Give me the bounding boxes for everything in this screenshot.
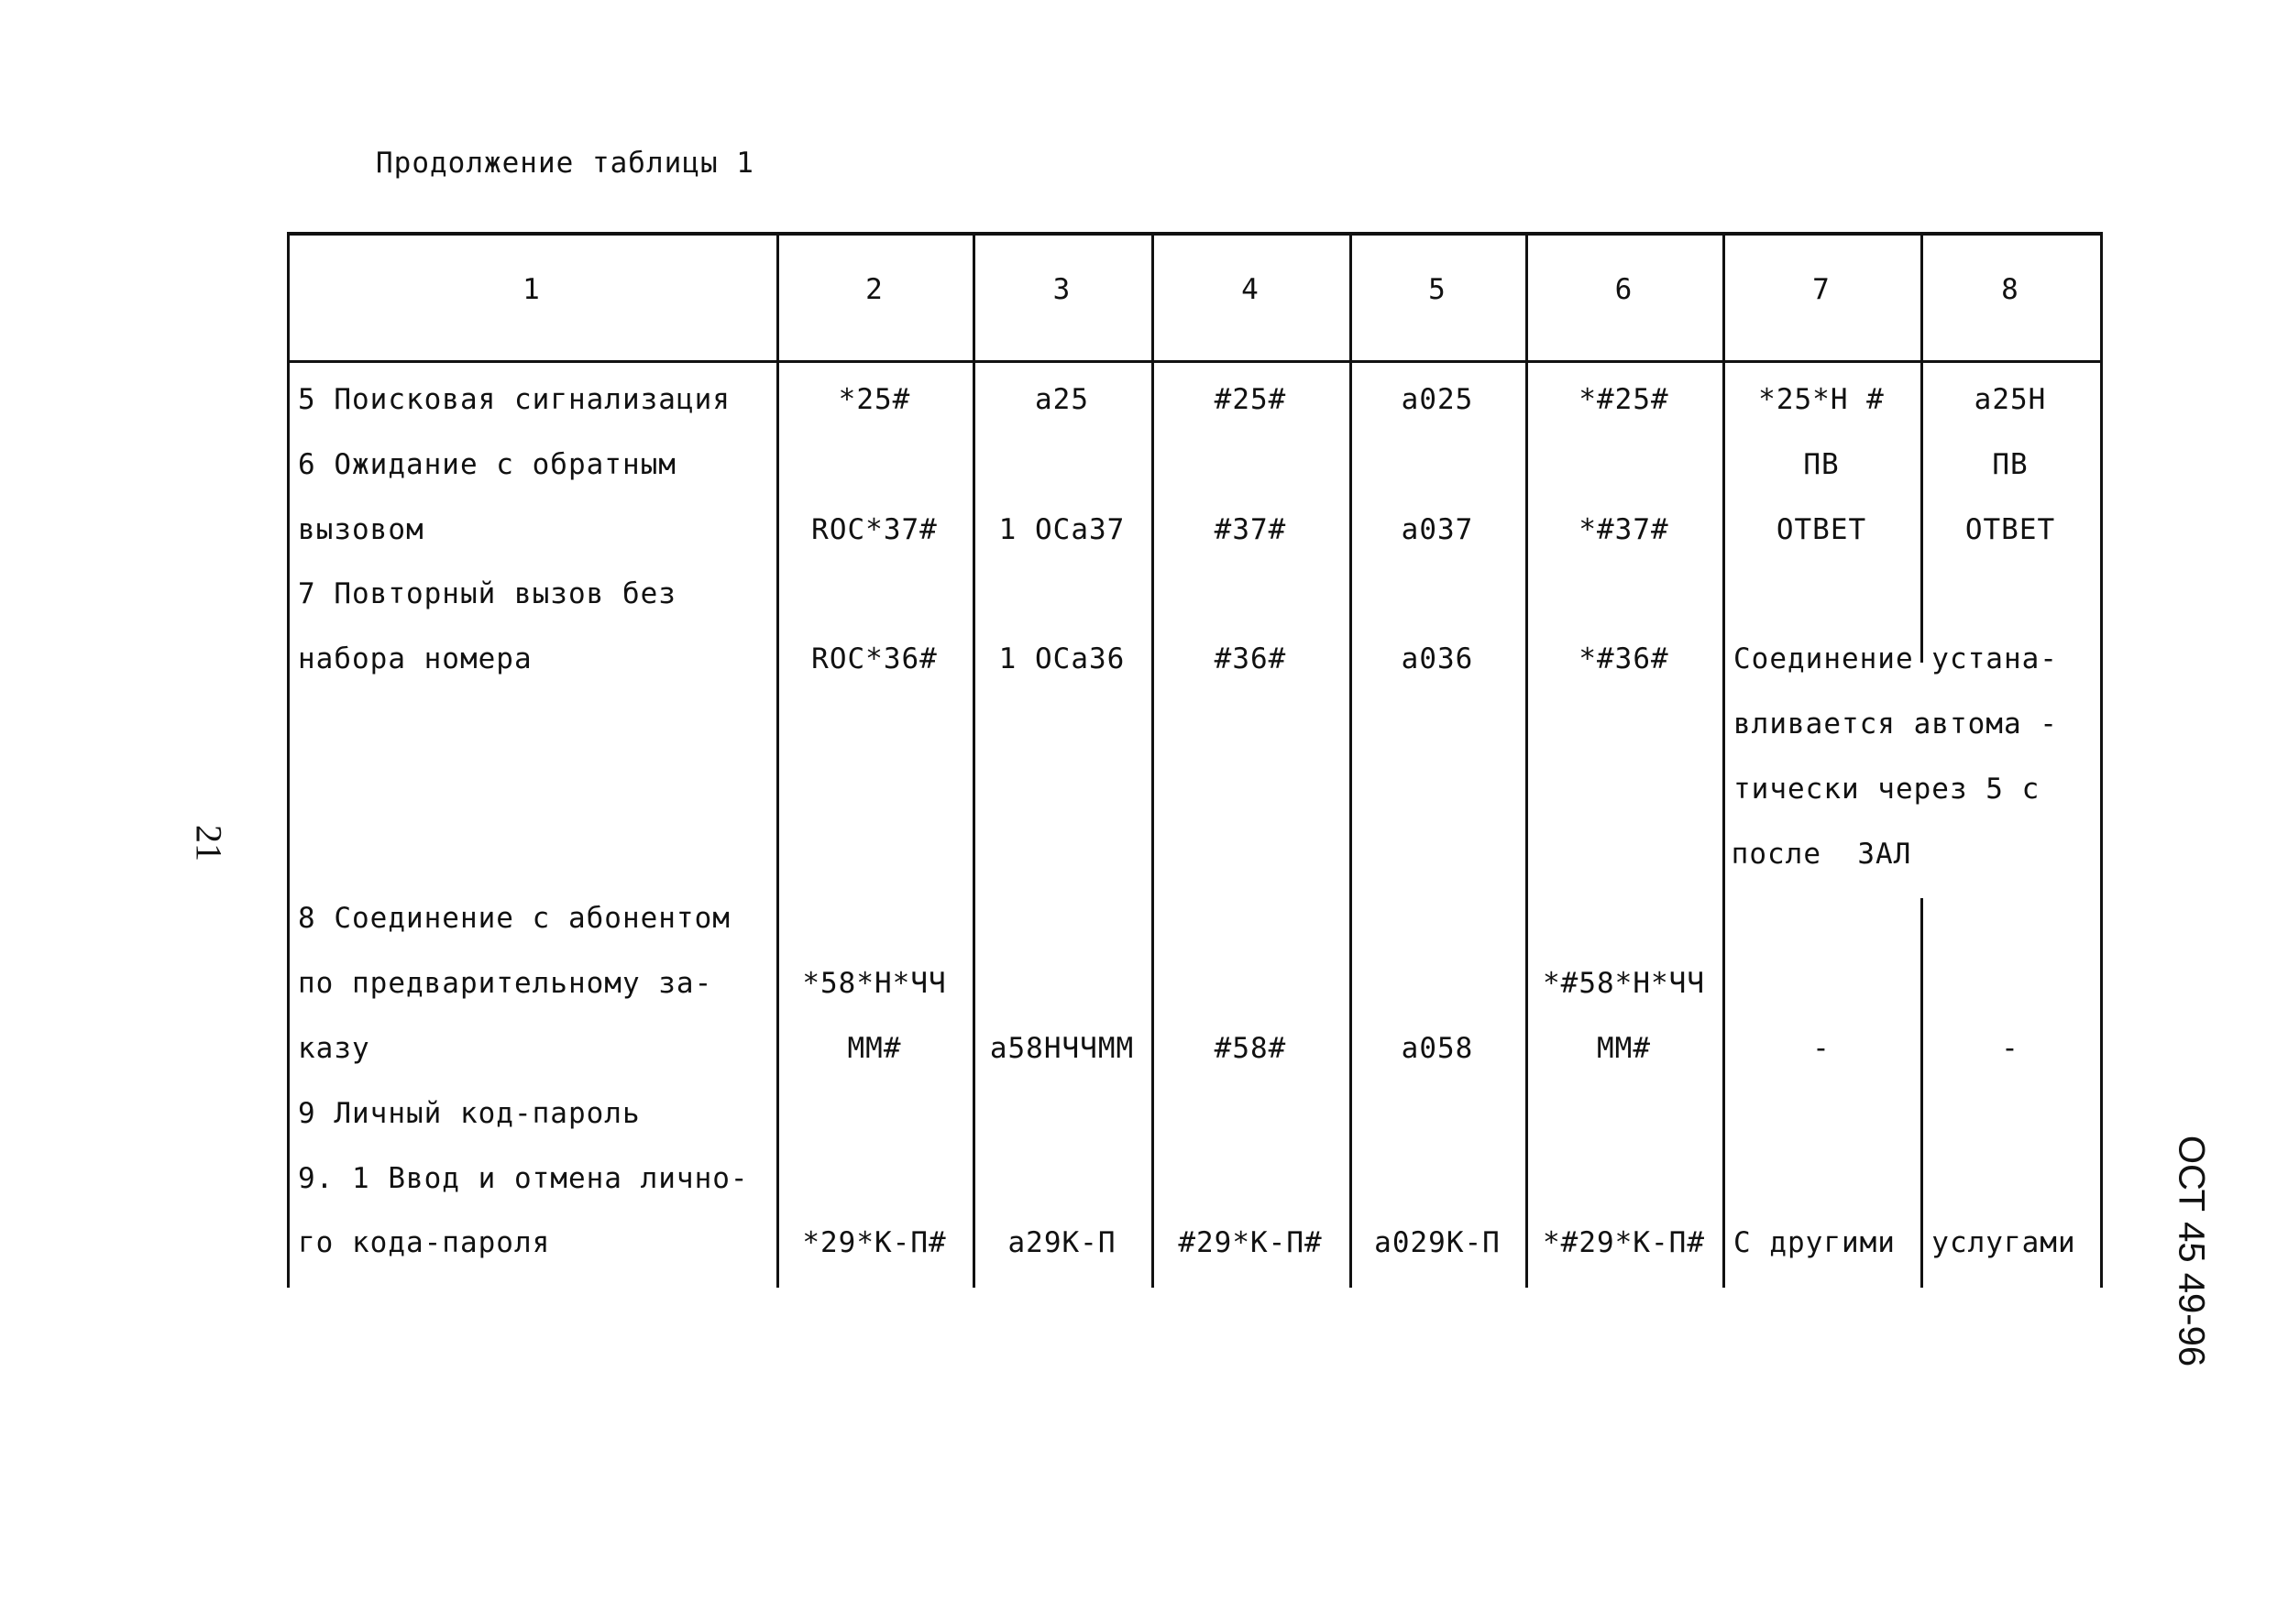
table-cell-r5-c1: набора номера: [298, 642, 533, 676]
table-caption: Продолжение таблицы 1: [376, 147, 754, 180]
column-rule-0: [287, 232, 290, 1288]
table-cell-r11-c3: a58НЧЧММ: [989, 1032, 1135, 1065]
header-cell-8: 8: [2001, 273, 2019, 306]
table-cell-r9-c1: 8 Соединение с абонентом: [298, 902, 731, 936]
table-cell-r3-c3: 1 OCa37: [998, 512, 1126, 546]
table-cell-r5-c7: Соединение устана-: [1733, 642, 2058, 676]
table-cell-r8-c7: после ЗАЛ: [1731, 837, 1912, 871]
table-cell-r2-c1: 6 Ожидание с обратным: [298, 447, 676, 481]
table-cell-r11-c1: казу: [298, 1032, 370, 1065]
table-cell-r2-c8: ПВ: [1992, 447, 2029, 481]
table-cell-r10-c6: *#58*Н*ЧЧ: [1543, 967, 1705, 1001]
table-cell-r3-c4: #37#: [1214, 512, 1287, 546]
table-cell-r14-c3: a29К-П: [1007, 1226, 1116, 1260]
document-code: ОСТ 45 49-96: [2171, 1135, 2212, 1367]
column-rule-7: [1920, 232, 1923, 663]
header-cell-6: 6: [1614, 273, 1634, 306]
table-cell-r14-c7: С другими услугами: [1733, 1226, 2076, 1260]
header-cell-4: 4: [1241, 273, 1260, 306]
table-cell-r5-c4: #36#: [1214, 642, 1287, 676]
column-rule-1: [776, 232, 779, 1288]
column-rule-2: [973, 232, 975, 1288]
table-cell-r4-c1: 7 Повторный вызов без: [298, 577, 676, 611]
table-cell-r3-c2: ROC*37#: [811, 512, 938, 546]
table-cell-r5-c3: 1 OCa36: [998, 642, 1126, 676]
table-cell-r10-c1: по предварительному за-: [298, 967, 713, 1001]
table-cell-r1-c5: a025: [1401, 383, 1474, 416]
table-cell-r11-c7: -: [1812, 1032, 1831, 1065]
header-cell-7: 7: [1812, 273, 1831, 306]
table-cell-r14-c5: a029К-П: [1374, 1226, 1501, 1260]
table-cell-r13-c1: 9. 1 Ввод и отмена лично-: [298, 1161, 749, 1195]
table-cell-r3-c7: ОТВЕТ: [1776, 512, 1867, 546]
header-cell-2: 2: [865, 273, 884, 306]
table-cell-r1-c4: #25#: [1214, 383, 1287, 416]
column-rule-4: [1349, 232, 1352, 1288]
table-cell-r11-c6: ММ#: [1597, 1032, 1651, 1065]
table-top-rule: [287, 232, 2102, 236]
table-cell-r11-c5: a058: [1401, 1032, 1474, 1065]
table-cell-r14-c4: #29*К-П#: [1178, 1226, 1323, 1260]
table-cell-r1-c8: a25Н: [1974, 383, 2047, 416]
table-cell-r6-c7: вливается автома -: [1733, 708, 2058, 741]
table-cell-r1-c2: *25#: [838, 383, 911, 416]
table-cell-r1-c3: a25: [1035, 383, 1089, 416]
table-cell-r1-c6: *#25#: [1578, 383, 1669, 416]
table-cell-r12-c1: 9 Личный код-пароль: [298, 1096, 641, 1130]
table-cell-r11-c8: -: [2001, 1032, 2019, 1065]
column-rule-5: [1525, 232, 1528, 1288]
table-cell-r11-c4: #58#: [1214, 1032, 1287, 1065]
table-cell-r14-c1: го кода-пароля: [298, 1226, 551, 1260]
page-number: 21: [188, 825, 230, 861]
table-cell-r14-c2: *29*К-П#: [802, 1226, 947, 1260]
header-cell-1: 1: [522, 273, 541, 306]
table-cell-r5-c5: a036: [1401, 642, 1474, 676]
table-cell-r5-c6: *#36#: [1578, 642, 1669, 676]
table-cell-r2-c7: ПВ: [1803, 447, 1840, 481]
header-cell-3: 3: [1052, 273, 1072, 306]
column-rule-8: [2100, 232, 2103, 1288]
table-cell-r7-c7: тически через 5 с: [1733, 772, 2040, 806]
table-cell-r14-c6: *#29*К-П#: [1543, 1226, 1705, 1260]
table-cell-r11-c2: ММ#: [847, 1032, 902, 1065]
table-cell-r1-c1: 5 Поисковая сигнализация: [298, 383, 731, 416]
header-bottom-rule: [287, 360, 2102, 363]
table-cell-r3-c1: вызовом: [298, 512, 424, 546]
column-rule-6: [1722, 232, 1725, 1288]
header-cell-5: 5: [1428, 273, 1446, 306]
table-cell-r10-c2: *58*Н*ЧЧ: [802, 967, 947, 1001]
table-cell-r1-c7: *25*Н #: [1758, 383, 1885, 416]
column-rule-3: [1151, 232, 1154, 1288]
table-cell-r3-c8: ОТВЕТ: [1964, 512, 2056, 546]
table-cell-r3-c5: a037: [1401, 512, 1474, 546]
table-cell-r3-c6: *#37#: [1578, 512, 1669, 546]
table-cell-r5-c2: ROC*36#: [811, 642, 938, 676]
